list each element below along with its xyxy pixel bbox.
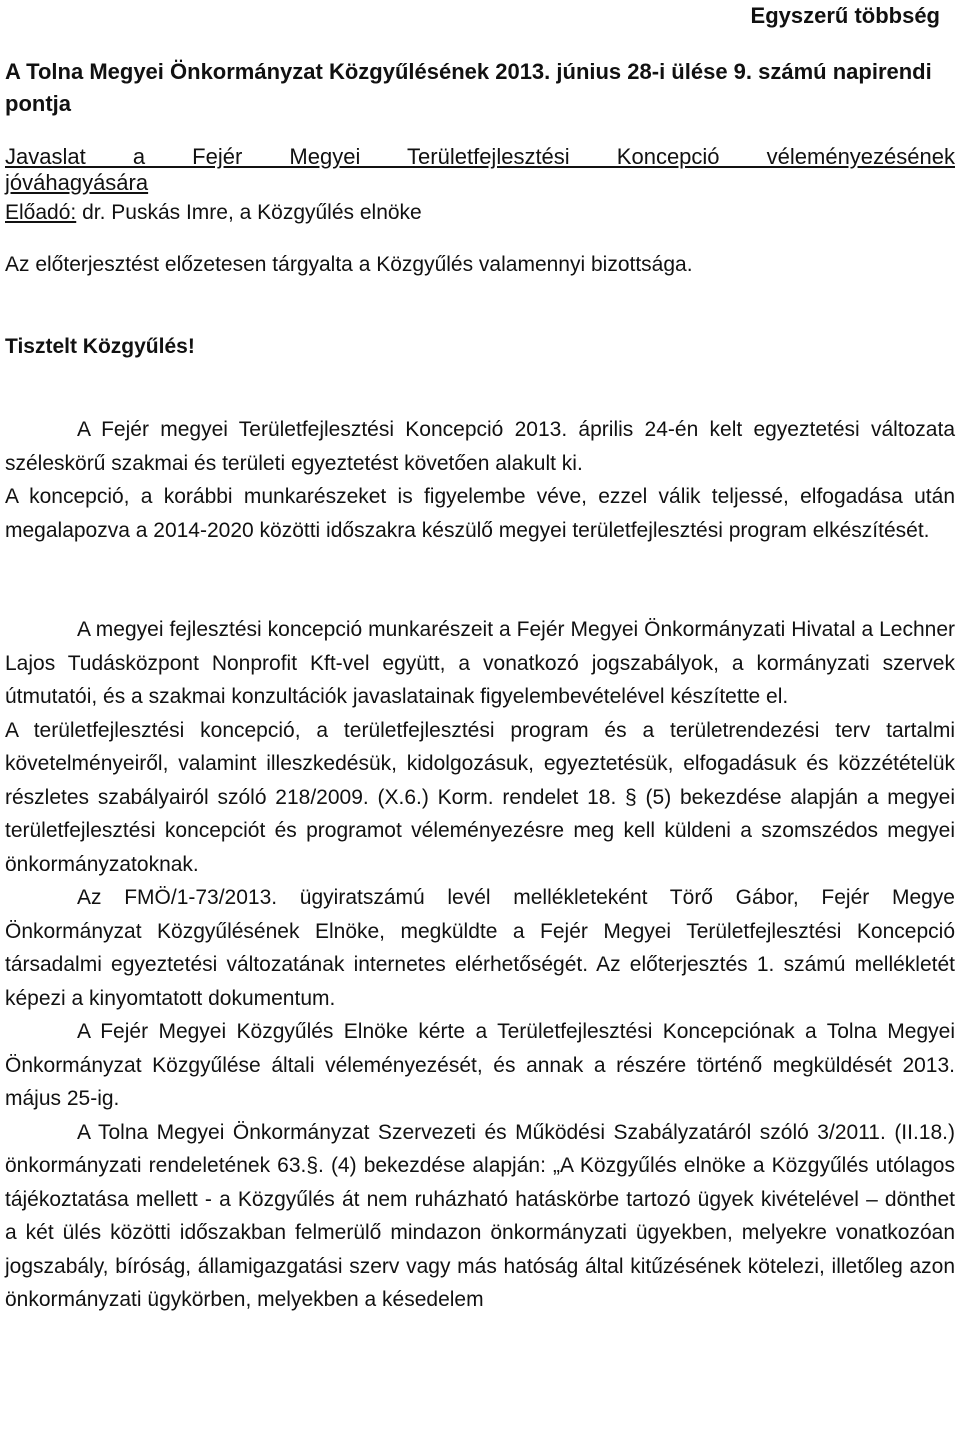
paragraph: A területfejlesztési koncepció, a területfejlesztési program és a területrendezési terv tartalmi követelményeiről, valamint illeszkedésük, kidolgozásuk, egyeztetésük, elfogadásuk és közzétételük részletes szabályairól szóló 218/2009. (X.6.) Korm. rendelet 18. § (5) bekezdése alapján a megyei területfejlesztési koncepciót és programot véleményezésre meg kell küldeni a szomszédos megyei önkormányzatoknak. <box>5 718 955 876</box>
presenter-name: dr. Puskás Imre, a Közgyűlés elnöke <box>76 201 422 224</box>
presenter-label: Előadó: <box>5 201 77 224</box>
presenter-line <box>5 200 955 226</box>
proposal-title <box>5 144 955 196</box>
paragraph: A Fejér Megyei Közgyűlés Elnöke kérte a Területfejlesztési Koncepciónak a Tolna Megyei Önkormányzat Közgyűlése általi véleményezését, és annak a részére történő megküldését 2013. május 25-ig. <box>5 1020 955 1110</box>
salutation: Tisztelt Közgyűlés! <box>5 335 195 358</box>
paragraph: A koncepció, a korábbi munkarészeket is figyelembe véve, ezzel válik teljessé, elfogadása után megalapozva a 2014-2020 közötti időszakra készülő megyei területfejlesztési program elkészítését. <box>5 485 955 542</box>
paragraph: Az FMÖ/1-73/2013. ügyiratszámú levél mellékleteként Törő Gábor, Fejér Megye Önkormányzat Közgyűlésének Elnöke, megküldte a Fejér Megyei Területfejlesztési Koncepció társadalmi egyeztetési változatának internetes elérhetőségét. Az előterjesztés 1. számú mellékletét képezi a kinyomtatott dokumentum. <box>5 886 955 1010</box>
paragraph: A Fejér megyei Területfejlesztési Koncepció 2013. április 24-én kelt egyeztetési változata széleskörű szakmai és területi egyeztetést követően alakult ki. <box>5 418 955 475</box>
agenda-title: A Tolna Megyei Önkormányzat Közgyűlésének 2013. június 28-i ülése 9. számú napirendi pontja <box>5 59 932 116</box>
body-section-2 <box>5 613 955 1317</box>
proposal-title-line-1: Javaslat a Fejér Megyei Területfejlesztési Koncepció véleményezésének <box>5 144 955 169</box>
committee-note: Az előterjesztést előzetesen tárgyalta a Közgyűlés valamennyi bizottsága. <box>5 253 693 276</box>
paragraph: A Tolna Megyei Önkormányzat Szervezeti és Működési Szabályzatáról szóló 3/2011. (II.18.) önkormányzati rendeletének 63.§. (4) bekezdése alapján: „A Közgyűlés elnöke a Közgyűlés utólagos tájékoztatása mellett - a Közgyűlés át nem ruházható hatáskörbe tartozó ügyek kivételével – dönthet a két ülés közötti időszakban felmerülő mindazon önkormányzati ügyekben, melyekre vonatkozóan jogszabály, bíróság, államigazgatási szerv vagy más hatóság által kitűzésének kötelezi, illetőleg azon önkormányzati ügykörben, melyekben a késedelem <box>5 1120 955 1311</box>
paragraph: A megyei fejlesztési koncepció munkarészeit a Fejér Megyei Önkormányzati Hivatal a Lechner Lajos Tudásközpont Nonprofit Kft-vel együtt, a vonatkozó jogszabályok, a kormányzati szervek útmutatói, és a szakmai konzultációk javaslatainak figyelembevételével készítette el. <box>5 618 955 708</box>
body-section-1 <box>5 413 955 547</box>
majority-label: Egyszerű többség <box>750 3 940 28</box>
proposal-title-line-2: jóváhagyására <box>5 170 149 195</box>
